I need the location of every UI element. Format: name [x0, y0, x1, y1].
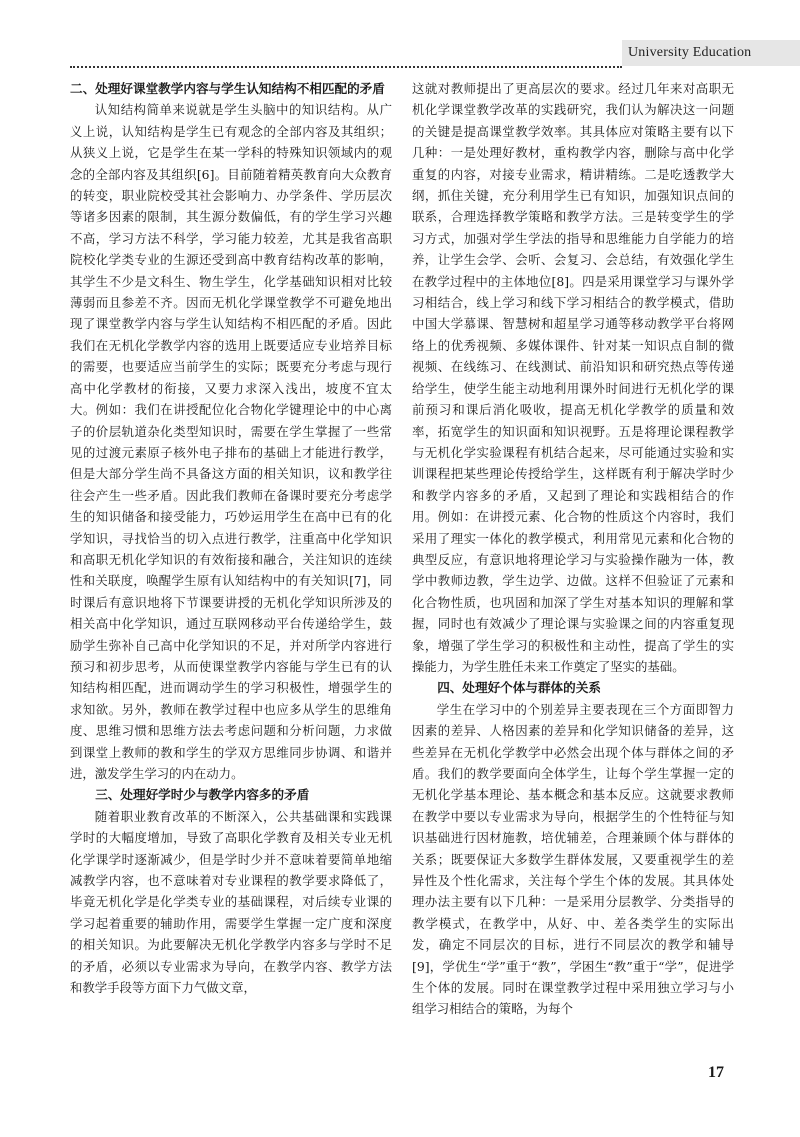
section-heading-3: 三、处理好学时少与教学内容多的矛盾	[95, 787, 310, 803]
section-heading-2: 二、处理好课堂教学内容与学生认知结构不相匹配的矛盾	[70, 81, 385, 96]
section-heading-4: 四、处理好个体与群体的关系	[437, 680, 601, 696]
header-dotted-rule	[70, 66, 622, 68]
section-3-paragraph: 随着职业教育改革的不断深入，公共基础课和实践课学时的大幅度增加，导致了高职化学教育及相关专业无机化学课学时逐渐减少，但是学时少并不意味着要简单地缩减教学内容，也不意味着对专业课程的教学要求降低了，毕竟无机化学是化学类专业的基础课程，对后续专业课的学习起着重要的辅助作用，需要学生掌握一定广度和深度的相关知识。为此要解决无机化学教学内容多与学时不足的矛盾，必须以专业需求为导向，在教学内容、教学方法和教学手段等方面下力气做文章，	[70, 808, 392, 996]
section-2-paragraph: 认知结构简单来说就是学生头脑中的知识结构。从广义上说，认知结构是学生已有观念的全部内容及其组织；从狭义上说，它是学生在某一学科的特殊知识领域内的观念的全部内容及其组织[6]。目前随着精英教育向大众教育的转变，职业院校受其社会影响力、办学条件、学历层次等诸多因素的限制，其生源分数偏低，有的学生学习兴趣不高，学习方法不科学，学习能力较差，尤其是我省高职院校化学类专业的生源还受到高中教育结构改革的影响，其学生不少是文科生、物生学生，化学基础知识相对比较薄弱而且参差不齐。因而无机化学课堂教学不可避免地出现了课堂教学内容与学生认知结构不相匹配的矛盾。因此我们在无机化学教学内容的选用上既要适应专业培养目标的需要，也要适应当前学生的实际；既要充分考虑与现行高中化学教材的衔接，又要力求深入浅出，坡度不宜太大。例如：我们在讲授配位化合物化学键理论中的中心离子的价层轨道杂化类型知识时，需要在学生掌握了一些常见的过渡元素原子核外电子排布的基础上才能进行教学，但是大部分学生尚不具备这方面的相关知识，议和教学往往会产生一些矛盾。因此我们教师在备课时要充分考虑学生的知识储备和接受能力，巧妙运用学生在高中已有的化学知识，寻找恰当的切入点进行教学，注重高中化学知识和高职无机化学知识的有效衔接和融合，关注知识的连续性和关联度，唤醒学生原有认知结构中的有关知识[7]，同时课后有意识地将下节课要讲授的无机化学知识所涉及的相关高中化学知识，通过互联网移动平台传递给学生，鼓励学生弥补自己高中化学知识的不足，并对所学内容进行预习和初步思考，从而使课堂教学内容能与学生已有的认知结构相匹配，进而调动学生的学习积极性，增强学生的求知欲。另外，教师在教学过程中也应多从学生的思维角度、思维习惯和思维方法去考虑问题和分析问题，力求做到课堂上教师的教和学生的学双方思维同步协调、和谐并进，激发学生学习的内在动力。	[70, 102, 392, 781]
section-4-paragraph: 学生在学习中的个别差异主要表现在三个方面即智力因素的差异、人格因素的差异和化学知识储备的差异，这些差异在无机化学教学中必然会出现个体与群体之间的矛盾。我们的教学要面向全体学生，让每个学生掌握一定的无机化学基本理论、基本概念和基本反应。这就要求教师在教学中要以专业需求为导向，根据学生的个性特征与知识基础进行因材施教，培优辅差，合理兼顾个体与群体的关系；既要保证大多数学生群体发展，又要重视学生的差异性及个性化需求，关注每个学生个体的发展。其具体处理办法主要有以下几种：一是采用分层教学、分类指导的教学模式，在教学中，从好、中、差各类学生的实际出发，确定不同层次的目标，进行不同层次的教学和辅导[9]，学优生“学”重于“教”，学困生“教”重于“学”，促进学生个体的发展。同时在课堂教学过程中采用独立学习与小组学习相结合的策略，为每个	[412, 701, 734, 1017]
right-column	[412, 78, 734, 1020]
left-column	[70, 78, 392, 998]
page-number: 17	[708, 1064, 724, 1081]
journal-name: University Education	[628, 45, 752, 60]
section-3-paragraph-continued: 这就对教师提出了更高层次的要求。经过几年来对高职无机化学课堂教学改革的实践研究，我们认为解决这一问题的关键是提高课堂教学效率。其具体应对策略主要有以下几种：一是处理好教材，重构教学内容，删除与高中化学重复的内容，对接专业需求，精讲精练。二是吃透教学大纲，抓住关键，充分利用学生已有知识，加强知识点间的联系，合理选择教学策略和教学方法。三是转变学生的学习方式，加强对学生学法的指导和思维能力自学能力的培养，让学生会学、会听、会复习、会总结，有效强化学生在教学过程中的主体地位[8]。四是采用课堂学习与课外学习相结合，线上学习和线下学习相结合的教学模式，借助中国大学慕课、智慧树和超星学习通等移动教学平台将网络上的优秀视频、多媒体课件、针对某一知识点自制的微视频、在线练习、在线测试、前沿知识和研究热点等传递给学生，使学生能主动地利用课外时间进行无机化学的课前预习和课后消化吸收，提高无机化学教学的质量和效率，拓宽学生的知识面和知识视野。五是将理论课程教学与无机化学实验课程有机结合起来，尽可能通过实验和实训课程把某些理论传授给学生，这样既有利于解决学时少和教学内容多的矛盾，又起到了理论和实践相结合的作用。例如：在讲授元素、化合物的性质这个内容时，我们采用了理实一体化的教学模式，利用常见元素和化合物的典型反应，有意识地将理论学习与实验操作融为一体，教学中教师边教，学生边学、边做。这样不但验证了元素和化合物性质，也巩固和加深了学生对基本知识的理解和掌握，同时也有效减少了理论课与实验课之间的内容重复现象，增强了学生学习的积极性和主动性，提高了学生的实操能力，为学生胜任未来工作奠定了坚实的基础。	[412, 81, 734, 674]
